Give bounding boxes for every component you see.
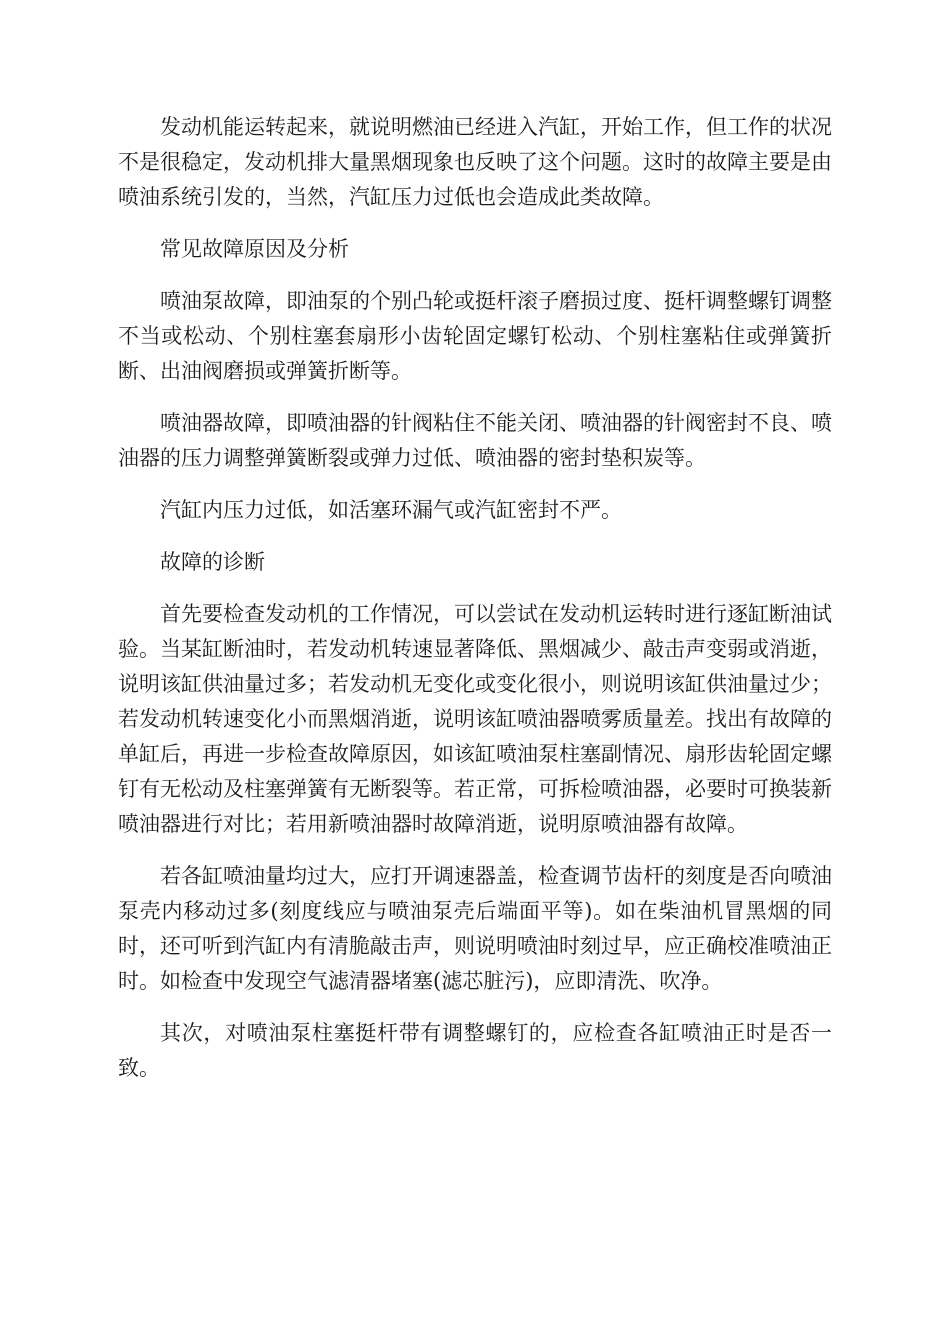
paragraph-diagnosis-first: 首先要检查发动机的工作情况，可以尝试在发动机运转时进行逐缸断油试验。当某缸断油时，若发动机转速显著降低、黑烟减少、敲击声变弱或消逝，说明该缸供油量过多；若发动机无变化或变化很小，则说明该缸供油量过少；若发动机转速变化小而黑烟消逝，说明该缸喷油器喷雾质量差。找出有故障的单缸后，再进一步检查故障原因，如该缸喷油泵柱塞副情况、扇形齿轮固定螺钉有无松动及柱塞弹簧有无断裂等。若正常，可拆检喷油器，必要时可换装新喷油器进行对比；若用新喷油器时故障消逝，说明原喷油器有故障。: [118, 602, 832, 836]
paragraph-low-pressure: 汽缸内压力过低，如活塞环漏气或汽缸密封不严。: [160, 498, 622, 522]
paragraph-diagnosis-timing: 其次，对喷油泵柱塞挺杆带有调整螺钉的，应检查各缸喷油正时是否一致。: [118, 1021, 832, 1080]
section-heading-diagnosis: 故障的诊断: [160, 550, 265, 574]
paragraph-diagnosis-overfuel: 若各缸喷油量均过大，应打开调速器盖，检查调节齿杆的刻度是否向喷油泵壳内移动过多(刻度线应与喷油泵壳后端面平等)。如在柴油机冒黑烟的同时，还可听到汽缸内有清脆敲击声，则说明喷油时刻过早，应正确校准喷油正时。如检查中发现空气滤清器堵塞(滤芯脏污)，应即清洗、吹净。: [118, 864, 832, 993]
paragraph-injector-fault: 喷油器故障，即喷油器的针阀粘住不能关闭、喷油器的针阀密封不良、喷油器的压力调整弹簧断裂或弹力过低、喷油器的密封垫积炭等。: [118, 411, 832, 470]
paragraph-pump-fault: 喷油泵故障，即油泵的个别凸轮或挺杆滚子磨损过度、挺杆调整螺钉调整不当或松动、个别柱塞套扇形小齿轮固定螺钉松动、个别柱塞粘住或弹簧折断、出油阀磨损或弹簧折断等。: [118, 289, 832, 383]
section-heading-causes: 常见故障原因及分析: [160, 237, 349, 261]
document-body: [118, 110, 832, 1103]
paragraph-intro: 发动机能运转起来，就说明燃油已经进入汽缸，开始工作，但工作的状况不是很稳定，发动机排大量黑烟现象也反映了这个问题。这时的故障主要是由喷油系统引发的，当然，汽缸压力过低也会造成此类故障。: [118, 115, 832, 209]
